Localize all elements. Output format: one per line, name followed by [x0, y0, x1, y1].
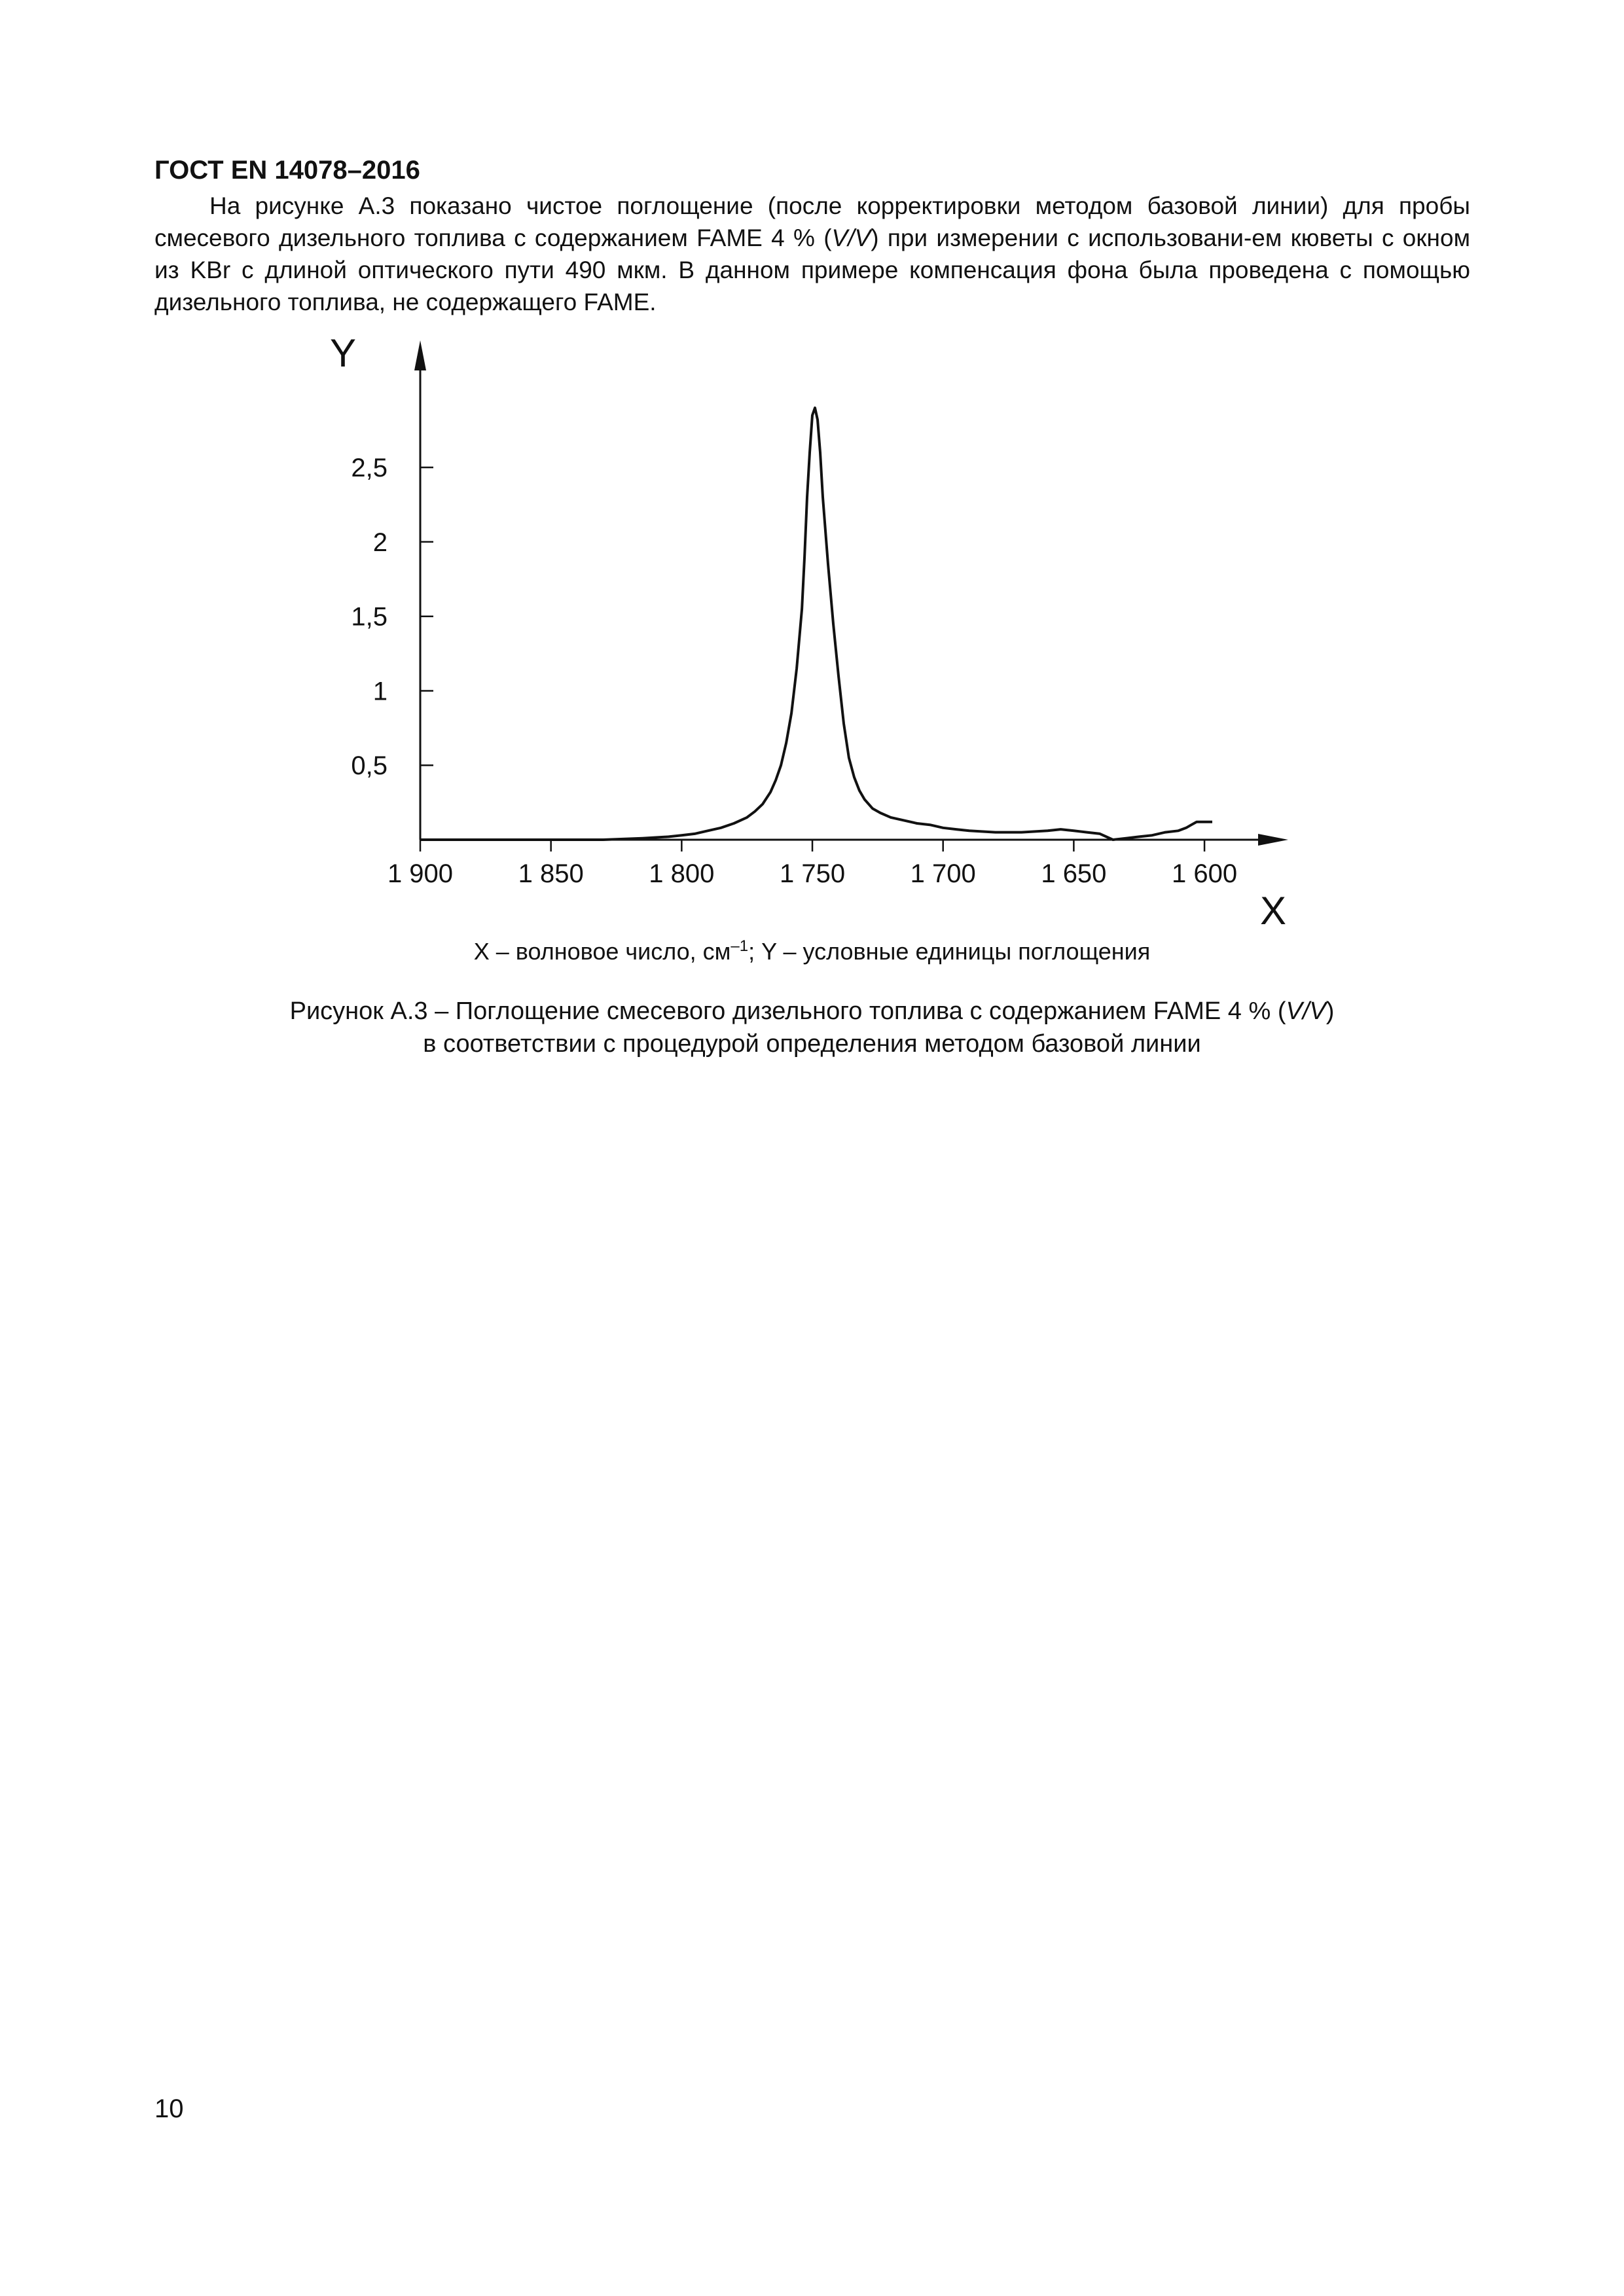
chart-series [420, 408, 1212, 840]
x-tick-label: 1 900 [387, 859, 454, 888]
axes-legend-caption [0, 937, 1624, 965]
absorbance-curve [420, 408, 1212, 840]
x-axis-label: X [1259, 889, 1287, 933]
chart-axes [330, 331, 1288, 933]
intro-text-italic: V/V [831, 224, 871, 251]
x-tick-label: 1 850 [518, 859, 584, 888]
x-tick-label: 1 600 [1172, 859, 1238, 888]
figure-caption-line1-text: Рисунок А.3 – Поглощение смесевого дизельного топлива с содержанием FAME 4 % ( [289, 997, 1286, 1025]
axes-caption-text: X – волновое число, $см^{-1}$; Y – условные единицы поглощения [473, 937, 1151, 965]
y-axis-arrow [414, 340, 426, 370]
y-tick-label: 2,5 [351, 454, 388, 483]
document-header: ГОСТ EN 14078–2016 [154, 156, 420, 185]
figure-caption-close: ) [1326, 997, 1335, 1025]
unit-superscript: –1 [731, 937, 749, 955]
x-tick-label: 1 650 [1041, 859, 1107, 888]
y-tick-label: 1,5 [351, 602, 388, 632]
intro-text-part1: На рисунке А.3 показано чистое поглощение (после корректировки методом базовой линии) для пробы смесевого дизельного топлива с содержанием FAME 4 % ( [154, 192, 1470, 251]
y-tick-label: 0,5 [351, 751, 388, 781]
y-tick-label: 2 [372, 528, 388, 557]
x-tick-label: 1 750 [779, 859, 846, 888]
figure-caption-line1 [0, 995, 1624, 1028]
page-number: 10 [154, 2094, 184, 2123]
x-tick-label: 1 800 [649, 859, 715, 888]
figure-caption [0, 995, 1624, 1060]
absorbance-chart [0, 0, 1624, 942]
intro-text-part2: ) при измерении с использовани-ем кюветы с окном из KBr с длиной оптического пути 490 мкм. В данном примере компенсация фона была проведена с помощью дизельного топлива, не содержащего FAME. [154, 224, 1471, 315]
x-tick-label: 1 700 [910, 859, 976, 888]
figure-caption-italic: V/V [1286, 997, 1326, 1025]
chart-ticks [351, 454, 1237, 888]
x-axis-arrow [1258, 834, 1288, 846]
y-axis-label: Y [329, 331, 357, 375]
y-tick-label: 1 [372, 677, 388, 706]
figure-caption-line2: в соответствии с процедурой определения методом базовой линии [423, 1030, 1201, 1058]
